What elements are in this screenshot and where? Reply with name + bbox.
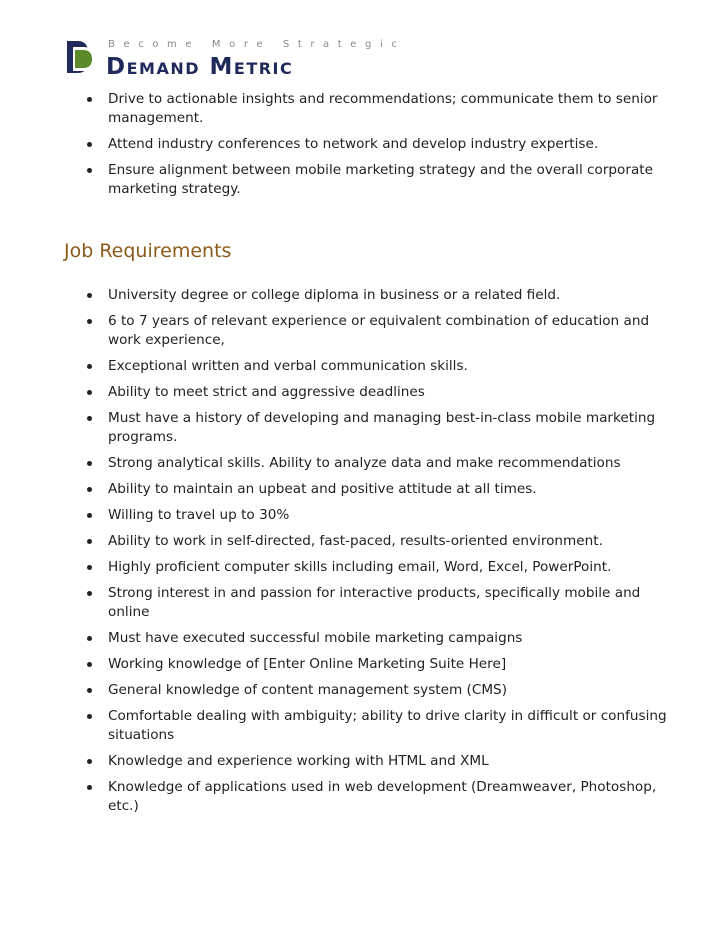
bullet-icon (87, 390, 92, 395)
bullet-icon (87, 714, 92, 719)
bullet-icon (87, 759, 92, 764)
bullet-icon (87, 636, 92, 641)
logo-tagline: Become More Strategic (108, 39, 406, 50)
bullet-icon (87, 539, 92, 544)
bullet-icon (87, 416, 92, 421)
bullet-icon (87, 461, 92, 466)
list-item-text: Must have a history of developing and managing best-in-class mobile marketing programs. (108, 410, 656, 445)
list-item-text: Must have executed successful mobile marketing campaigns (108, 630, 523, 646)
bullet-icon (87, 168, 92, 173)
list-item-text: Drive to actionable insights and recommendations; communicate them to senior management. (108, 91, 658, 126)
list-item-text: Strong interest in and passion for interactive products, specifically mobile and online (108, 585, 641, 620)
list-item (0, 383, 728, 402)
bullet-icon (87, 513, 92, 518)
list-item-text: 6 to 7 years of relevant experience or equivalent combination of education and work experience, (108, 313, 650, 348)
list-item (0, 286, 728, 305)
list-item-text: Strong analytical skills. Ability to analyze data and make recommendations (108, 455, 621, 471)
list-item (0, 752, 728, 771)
list-item (0, 90, 728, 128)
list-item-text: Ability to maintain an upbeat and positive attitude at all times. (108, 481, 537, 497)
list-item (0, 558, 728, 577)
logo-brand-name: Demand Metric (106, 54, 294, 80)
job-requirements-heading: Job Requirements (64, 240, 232, 262)
job-requirements-list (0, 286, 728, 823)
list-item (0, 707, 728, 745)
list-item-text: Ensure alignment between mobile marketing strategy and the overall corporate marketing strategy. (108, 162, 653, 197)
bullet-icon (87, 591, 92, 596)
company-logo (64, 37, 406, 80)
list-item-text: Ability to meet strict and aggressive deadlines (108, 384, 425, 400)
list-item (0, 778, 728, 816)
responsibilities-list (0, 90, 728, 206)
list-item (0, 357, 728, 376)
bullet-icon (87, 688, 92, 693)
list-item-text: Knowledge and experience working with HTML and XML (108, 753, 489, 769)
list-item (0, 161, 728, 199)
list-item (0, 655, 728, 674)
list-item (0, 409, 728, 447)
list-item-text: Exceptional written and verbal communication skills. (108, 358, 468, 374)
list-item (0, 312, 728, 350)
list-item-text: Willing to travel up to 30% (108, 507, 290, 523)
bullet-icon (87, 662, 92, 667)
list-item-text: Ability to work in self-directed, fast-paced, results-oriented environment. (108, 533, 603, 549)
list-item-text: General knowledge of content management system (CMS) (108, 682, 507, 698)
bullet-icon (87, 565, 92, 570)
list-item (0, 584, 728, 622)
list-item (0, 532, 728, 551)
list-item-text: Working knowledge of [Enter Online Marketing Suite Here] (108, 656, 507, 672)
list-item (0, 681, 728, 700)
list-item (0, 480, 728, 499)
list-item (0, 506, 728, 525)
list-item-text: University degree or college diploma in business or a related field. (108, 287, 561, 303)
bullet-icon (87, 785, 92, 790)
bullet-icon (87, 364, 92, 369)
bullet-icon (87, 142, 92, 147)
list-item (0, 454, 728, 473)
list-item-text: Highly proficient computer skills including email, Word, Excel, PowerPoint. (108, 559, 612, 575)
bullet-icon (87, 97, 92, 102)
list-item-text: Comfortable dealing with ambiguity; ability to drive clarity in difficult or confusing situations (108, 708, 667, 743)
list-item-text: Knowledge of applications used in web development (Dreamweaver, Photoshop, etc.) (108, 779, 657, 814)
bullet-icon (87, 487, 92, 492)
bullet-icon (87, 319, 92, 324)
list-item (0, 629, 728, 648)
list-item (0, 135, 728, 154)
list-item-text: Attend industry conferences to network and develop industry expertise. (108, 136, 599, 152)
bullet-icon (87, 293, 92, 298)
logo-mark-icon (64, 39, 98, 75)
